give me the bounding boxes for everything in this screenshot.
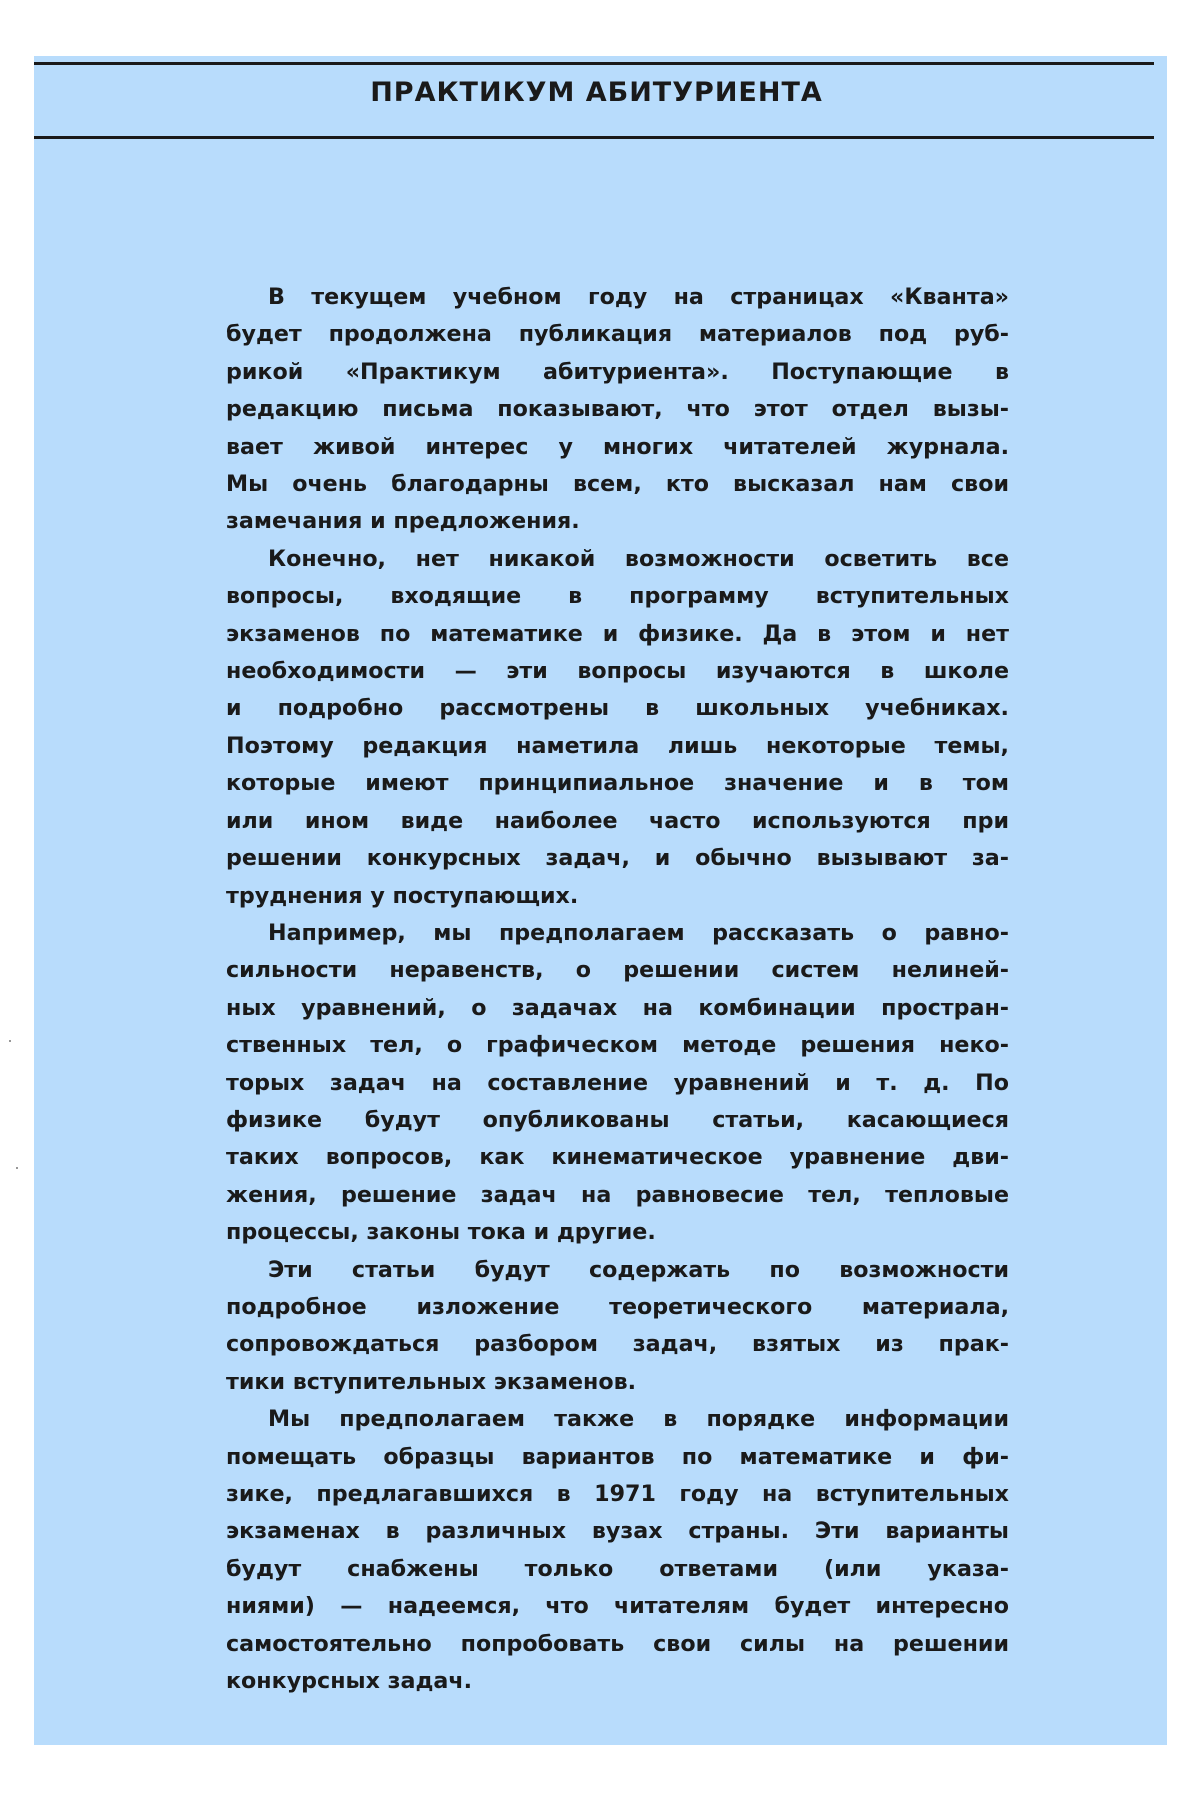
text-line: вает живой интерес у многих читателей журнала.: [226, 433, 1009, 460]
text-line: В текущем учебном году на страницах «Кванта»: [268, 284, 1009, 310]
text-line: Поэтому редакция наметила лишь некоторые темы,: [226, 732, 1009, 759]
text-line: замечания и предложения.: [226, 508, 580, 535]
page-panel: [34, 56, 1167, 1745]
text-line: ных уравнений, о задачах на комбинации простран-: [226, 994, 1009, 1021]
text-line: вопросы, входящие в программу вступительных: [226, 583, 1009, 610]
text-line: будет продолжена публикация материалов под руб-: [226, 321, 1009, 348]
text-line: или ином виде наиболее часто используются при: [226, 807, 1009, 834]
article-paragraph: [226, 1401, 1009, 1700]
section-heading: ПРАКТИКУМ АБИТУРИЕНТА: [370, 77, 823, 108]
text-line: экзаменов по математике и физике. Да в этом и нет: [226, 620, 1009, 647]
text-line: и подробно рассмотрены в школьных учебниках.: [226, 695, 1009, 722]
text-line: процессы, законы тока и другие.: [226, 1219, 656, 1246]
article-paragraph: [226, 541, 1009, 915]
article-paragraph: [226, 915, 1009, 1252]
article-paragraph: [226, 279, 1009, 541]
text-line: ниями) — надеемся, что читателям будет интересно: [226, 1593, 1009, 1620]
text-line: Например, мы предполагаем рассказать о равно-: [268, 919, 1009, 946]
text-line: таких вопросов, как кинематическое уравнение дви-: [226, 1144, 1009, 1171]
text-line: жения, решение задач на равновесие тел, тепловые: [226, 1181, 1009, 1208]
text-line: самостоятельно попробовать свои силы на решении: [226, 1630, 1009, 1657]
text-line: подробное изложение теоретического материала,: [226, 1293, 1009, 1320]
text-line: редакцию письма показывают, что этот отдел вызы-: [226, 396, 1009, 423]
text-line: сильности неравенств, о решении систем нелиней-: [226, 957, 1009, 984]
scan-speck: [9, 1040, 11, 1042]
text-line: будут снабжены только ответами (или указа-: [226, 1555, 1009, 1582]
text-line: физике будут опубликованы статьи, касающиеся: [226, 1106, 1009, 1133]
text-line: Мы очень благодарны всем, кто высказал нам свои: [226, 471, 1009, 498]
text-line: Конечно, нет никакой возможности осветить все: [268, 545, 1009, 572]
text-line: необходимости — эти вопросы изучаются в школе: [226, 658, 1009, 685]
scan-speck: [16, 1167, 18, 1169]
text-line: труднения у поступающих.: [226, 882, 579, 909]
article-body: [226, 279, 1009, 1700]
text-line: сопровождаться разбором задач, взятых из прак-: [226, 1331, 1009, 1358]
article-paragraph: [226, 1252, 1009, 1402]
text-line: решении конкурсных задач, и обычно вызывают за-: [226, 845, 1009, 872]
text-line: Мы предполагаем также в порядке информации: [268, 1406, 1009, 1433]
text-line: ственных тел, о графическом методе решения неко-: [226, 1032, 1009, 1059]
text-line: рикой «Практикум абитуриента». Поступающие в: [226, 358, 1009, 385]
text-line: торых задач на составление уравнений и т. д. По: [226, 1069, 1009, 1096]
text-line: экзаменах в различных вузах страны. Эти варианты: [226, 1518, 1009, 1545]
text-line: зике, предлагавшихся в 1971 году на вступительных: [226, 1481, 1009, 1507]
text-line: тики вступительных экзаменов.: [226, 1368, 637, 1395]
text-line: конкурсных задач.: [226, 1668, 473, 1695]
text-line: которые имеют принципиальное значение и в том: [226, 770, 1009, 797]
text-line: помещать образцы вариантов по математике и фи-: [226, 1443, 1009, 1470]
text-line: Эти статьи будут содержать по возможности: [268, 1256, 1009, 1283]
top-rule: [34, 62, 1154, 65]
bottom-rule: [34, 136, 1154, 139]
